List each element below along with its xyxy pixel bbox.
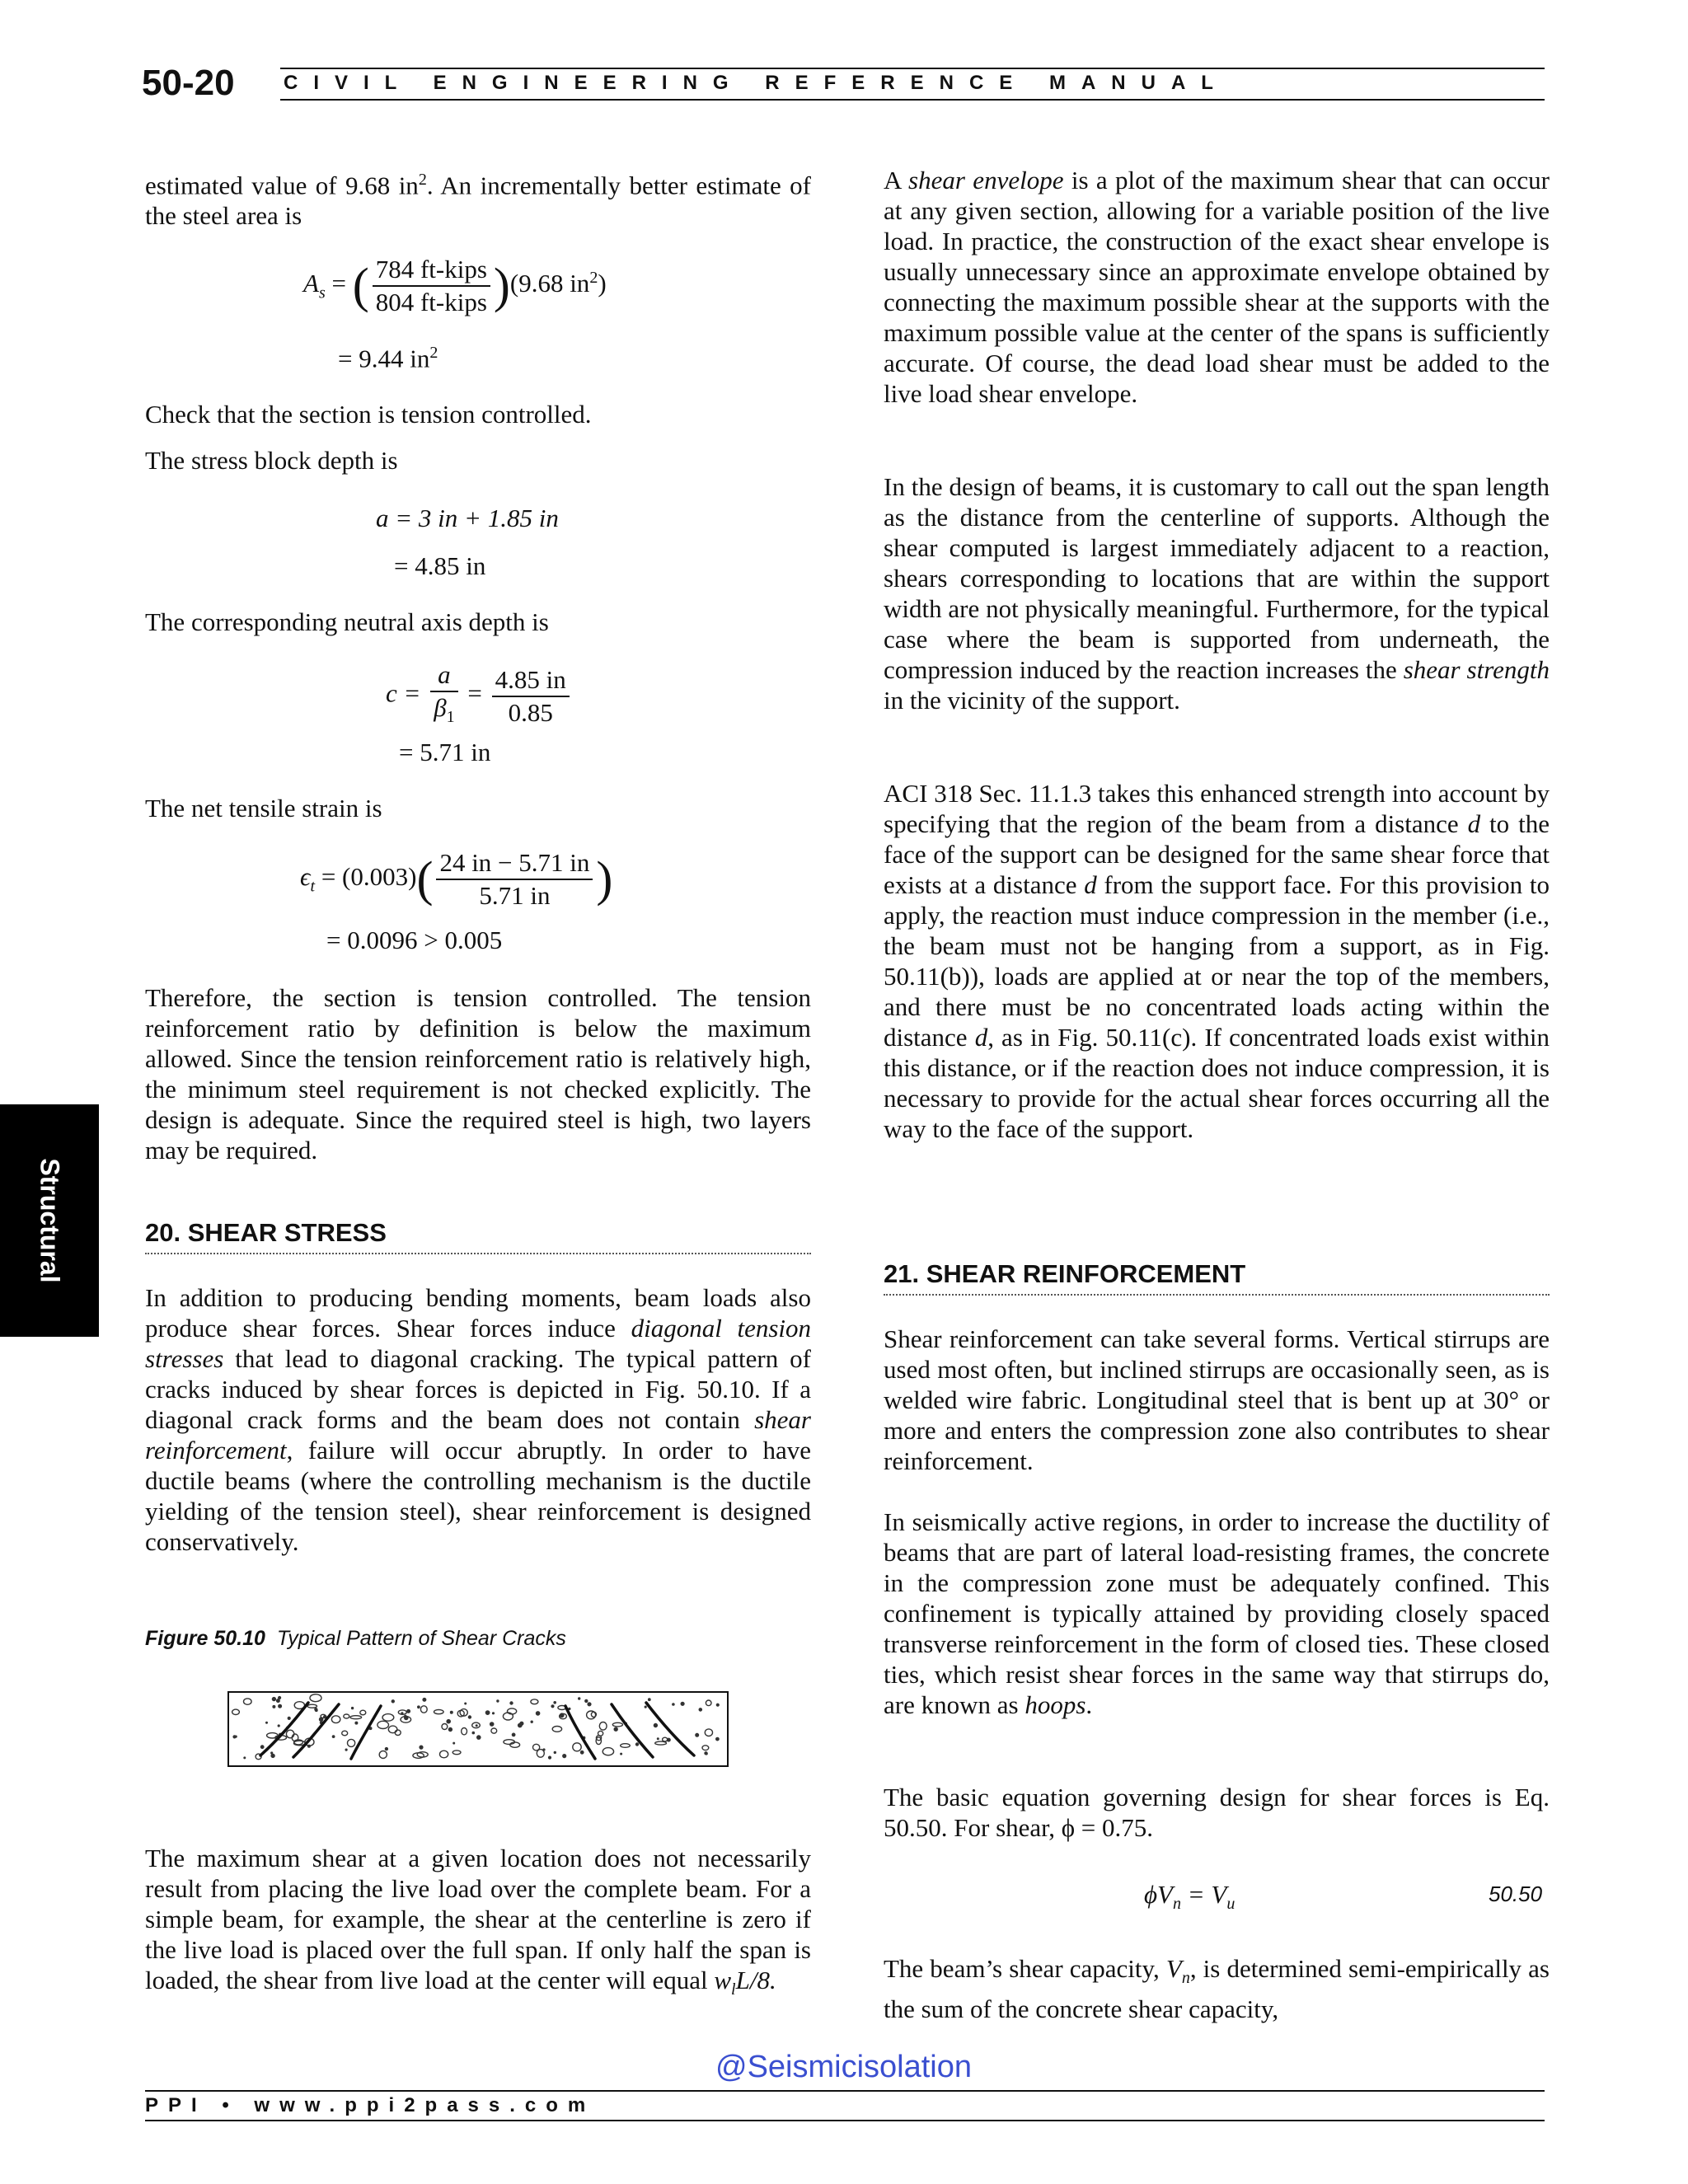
header-rule-top: [280, 68, 1545, 69]
header-rule-bottom: [280, 99, 1545, 101]
paragraph-check-tension: Check that the section is tension controlled.: [145, 400, 592, 429]
aggregate-speck: [554, 1702, 556, 1704]
aggregate-speck: [716, 1704, 719, 1706]
paragraph-tension-controlled: Therefore, the section is tension controlled. The tension reinforcement ratio by definition is below the maximum allowed. Since the tension reinforcement ratio is relatively high, the minimum steel requirement is not checked explicitly. The design is adequate. Since the required steel is high, two layers may be required.: [145, 983, 811, 1165]
manual-title: CIVIL ENGINEERING REFERENCE MANUAL: [284, 72, 1229, 94]
aggregate-speck: [472, 1732, 474, 1734]
paragraph-span-length: In the design of beams, it is customary to call out the span length as the distance from the centerline of supports. Although the shear computed is largest immediately adjacent to a reaction, shears corresponding to locations that are within the support width are not physically meaningful. Furthermore, for the typical case where the beam is supported from underneath, the compression induced by the reaction increases the shear strength in the vicinity of the support.: [884, 472, 1550, 715]
aggregate-speck: [581, 1751, 584, 1754]
aggregate-speck: [585, 1699, 588, 1702]
aggregate-speck: [537, 1712, 540, 1715]
aggregate-speck: [288, 1718, 290, 1720]
aggregate-speck: [468, 1716, 471, 1718]
aggregate-speck: [420, 1746, 423, 1749]
aggregate-speck: [563, 1755, 566, 1758]
aggregate-speck: [315, 1708, 317, 1711]
footer-rule-top: [145, 2090, 1545, 2092]
aggregate-speck: [493, 1713, 495, 1714]
aggregate-speck: [423, 1699, 426, 1702]
aggregate-speck: [569, 1708, 570, 1709]
page-number: 50-20: [142, 63, 235, 103]
paragraph-maximum-shear: The maximum shear at a given location does not necessarily result from placing the live load over the complete beam. For a simple beam, for example, the shear at the centerline is zero if the live load is placed over the full span. If only half the span is loaded, the shear from live load at the center will equal $w_lL/8$.: [145, 1844, 811, 1999]
aggregate-speck: [261, 1746, 264, 1748]
paragraph-aci-provision: ACI 318 Sec. 11.1.3 takes this enhanced strength into account by specifying that the region of the beam from a distance d to the face of the support can be designed for the same shear force that exists at a distance d from the support face. For this provision to apply, the reaction must induce compression in the member (i.e., the beam must not be hanging from a support, as in Fig. 50.11(b)), loads are applied at or near the top of the members, and there must be no concentrated loads acting within the distance d, as in Fig. 50.11(c). If concentrated loads exist within this distance, or if the reaction does not induce compression, it is necessary to provide for the actual shear forces occurring all the way to the face of the support.: [884, 779, 1550, 1143]
paragraph-shear-envelope: A shear envelope is a plot of the maximum shear that can occur at any given section, allowing for a variable position of the live load. In practice, the construction of the exact shear envelope is usually unnecessary since an approximate envelope obtained by connecting the maximum possible shear at the supports with the maximum possible value at the center of the spans is sufficiently accurate. Of course, the dead load shear must be added to the live load shear envelope.: [884, 166, 1550, 408]
aggregate-speck: [355, 1722, 358, 1724]
paragraph-stress-block: The stress block depth is: [145, 446, 398, 475]
aggregate-speck: [551, 1705, 554, 1708]
equation-tensile-strain: $\epsilon_t = (0.003)$( $\frac{24 in - 5.71 in}{5.71 in}$ ): [300, 848, 613, 910]
aggregate-speck: [716, 1737, 719, 1740]
equation-neutral-axis: c = $\frac{a}{\beta_1}$ = $\frac{4.85 in}{0.85}$: [386, 659, 573, 733]
aggregate-speck: [401, 1713, 403, 1714]
aggregate-speck: [447, 1720, 450, 1723]
figure-caption: Figure 50.10 Typical Pattern of Shear Cracks: [145, 1627, 566, 1650]
aggregate-speck: [465, 1703, 467, 1704]
paragraph-seismic-hoops: In seismically active regions, in order to increase the ductility of beams that are part of lateral load-resisting frames, the concrete in the compression zone must be adequately confined. This confinement is typically attained by providing closely spaced transverse reinforcement in the form of closed ties. These closed ties, which resist shear forces in the same way that stirrups do, are known as hoops.: [884, 1507, 1550, 1719]
aggregate-speck: [681, 1702, 684, 1705]
equation-neutral-axis-result: = 5.71 in: [399, 738, 491, 766]
aggregate-speck: [272, 1698, 275, 1701]
aggregate-speck: [476, 1725, 477, 1727]
publisher-footer: PPI • www.ppi2pass.com: [145, 2094, 596, 2116]
equation-steel-area: $A_s$ = ( $\frac{\text{784 ft-kips}}{\text{804 ft-kips}}$ )(9.68 $in^2$): [303, 255, 607, 316]
aggregate-speck: [614, 1727, 617, 1731]
side-tab-label: Structural: [35, 1158, 65, 1283]
equation-stress-block-result: = 4.85 in: [394, 551, 486, 580]
section-side-tab: [0, 1104, 99, 1337]
paragraph-shear-capacity: The beam’s shear capacity, $V_n$, is determined semi-empirically as the sum of the concrete shear capacity,: [884, 1954, 1550, 2024]
aggregate-speck: [497, 1700, 499, 1702]
aggregate-speck: [658, 1738, 659, 1740]
section-heading-shear-stress: 20. SHEAR STRESS: [145, 1216, 811, 1254]
shear-crack-beam-figure: [227, 1691, 729, 1767]
aggregate-speck: [699, 1708, 701, 1711]
aggregate-speck: [485, 1711, 489, 1714]
aggregate-speck: [490, 1722, 494, 1726]
paragraph-neutral-axis: The corresponding neutral axis depth is: [145, 607, 549, 636]
aggregate-speck: [453, 1742, 455, 1744]
aggregate-speck: [279, 1704, 282, 1708]
aggregate-speck: [279, 1697, 281, 1699]
aggregate-speck: [621, 1753, 622, 1755]
aggregate-speck: [531, 1721, 532, 1722]
aggregate-speck: [649, 1699, 650, 1700]
paragraph-tensile-strain: The net tensile strain is: [145, 794, 382, 823]
aggregate-speck: [345, 1749, 347, 1750]
aggregate-speck: [271, 1754, 274, 1757]
aggregate-speck: [392, 1700, 394, 1703]
aggregate-speck: [448, 1728, 452, 1732]
aggregate-speck: [645, 1706, 646, 1708]
aggregate-speck: [278, 1725, 279, 1727]
aggregate-speck: [549, 1756, 551, 1759]
aggregate-speck: [407, 1710, 410, 1713]
aggregate-speck: [385, 1748, 387, 1750]
aggregate-speck: [235, 1736, 237, 1737]
equation-shear-design: $\phi V_n = V_u$: [1144, 1880, 1236, 1914]
paragraph-steel-estimate: estimated value of 9.68 $in^2$. An incrementally better estimate of the steel area is: [145, 171, 811, 231]
page-header: [142, 63, 1545, 104]
aggregate-speck: [271, 1752, 273, 1754]
aggregate-speck: [673, 1704, 674, 1705]
aggregate-speck: [352, 1708, 354, 1709]
aggregate-speck: [510, 1702, 513, 1704]
aggregate-speck: [512, 1733, 514, 1736]
aggregate-speck: [418, 1706, 420, 1708]
aggregate-speck: [405, 1715, 406, 1717]
aggregate-speck: [277, 1699, 280, 1703]
aggregate-speck: [696, 1734, 699, 1737]
paragraph-reinforcement-forms: Shear reinforcement can take several forms. Vertical stirrups are used most often, but inclined stirrups are occasionally seen, as is welded wire fabric. Longitudinal steel that is bent up at 30° or more and enters the compression zone also contributes to shear reinforcement.: [884, 1324, 1550, 1475]
aggregate-speck: [706, 1753, 707, 1755]
footer-rule-bottom: [145, 2120, 1545, 2121]
paragraph-basic-equation: The basic equation governing design for shear forces is Eq. 50.50. For shear, ϕ = 0.75.: [884, 1783, 1550, 1842]
equation-steel-area-result: = 9.44 $in^2$: [338, 344, 438, 373]
aggregate-speck: [554, 1751, 556, 1753]
aggregate-speck: [477, 1736, 481, 1739]
equation-tensile-strain-result: = 0.0096 > 0.005: [326, 926, 503, 954]
aggregate-speck: [518, 1723, 522, 1727]
aggregate-speck: [588, 1703, 591, 1706]
aggregate-speck: [636, 1743, 639, 1746]
aggregate-speck: [273, 1706, 275, 1708]
section-heading-shear-reinforcement: 21. SHEAR REINFORCEMENT: [884, 1258, 1550, 1296]
aggregate-speck: [332, 1736, 334, 1737]
aggregate-speck: [266, 1722, 268, 1723]
paragraph-shear-stress: In addition to producing bending moments, beam loads also produce shear forces. Shear forces induce diagonal tension stresses that lead to diagonal cracking. The typical pattern of cracks induced by shear forces is depicted in Fig. 50.10. If a diagonal crack forms and the beam does not contain shear reinforcement, failure will occur abruptly. In order to have ductile beams (where the controlling mechanism is the ductile yielding of the tension steel), shear reinforcement is designed conservatively.: [145, 1283, 812, 1556]
watermark-text: @Seismicisolation: [715, 2050, 973, 2084]
aggregate-speck: [579, 1698, 580, 1699]
aggregate-speck: [244, 1757, 246, 1759]
equation-stress-block: a = 3 in + 1.85 in: [376, 504, 559, 532]
aggregate-speck: [654, 1724, 657, 1727]
aggregate-speck: [451, 1711, 453, 1713]
equation-number: 50.50: [1489, 1882, 1543, 1906]
